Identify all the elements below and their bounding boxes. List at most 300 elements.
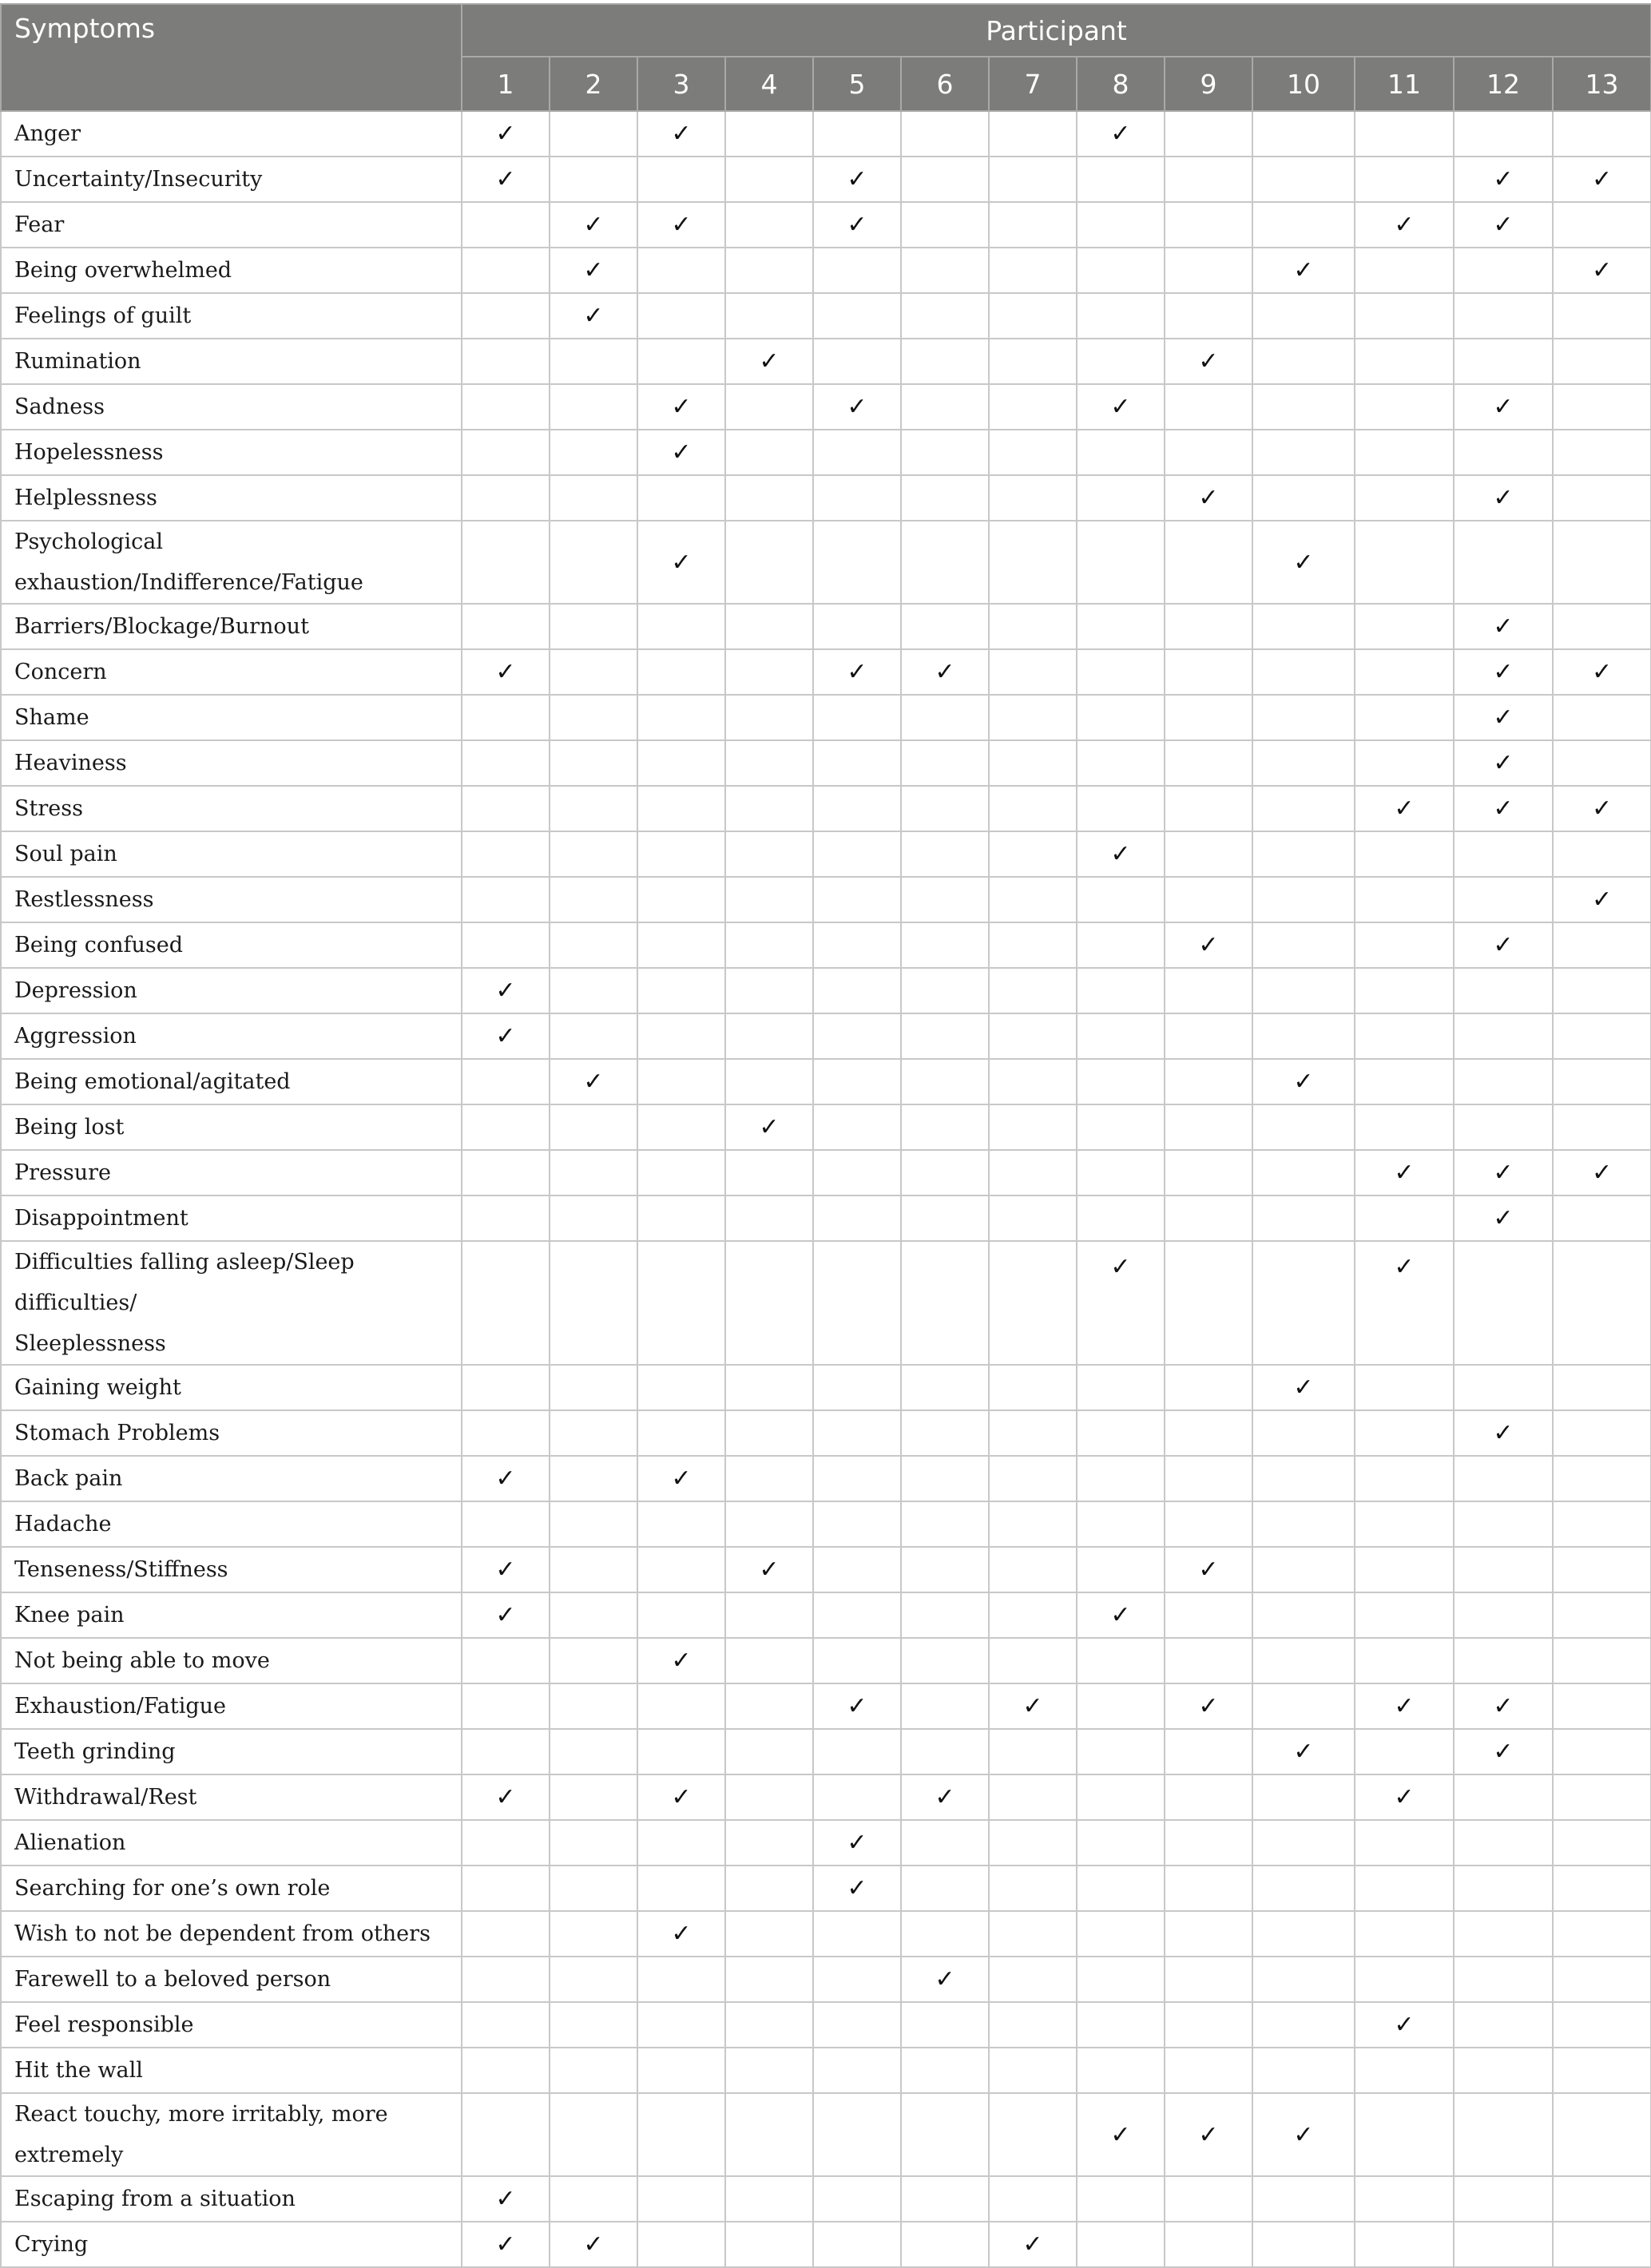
symptom-cell: [1, 521, 462, 604]
participant-cell: [1252, 1059, 1355, 1104]
participant-cell: [813, 1911, 901, 1957]
participant-cell: [462, 922, 550, 968]
participant-cell: [1165, 2002, 1252, 2048]
checkmark-icon: ✓: [1110, 1601, 1131, 1629]
participant-cell: [1355, 1410, 1454, 1456]
checkmark-icon: ✓: [1493, 704, 1514, 732]
table-row: [1, 1501, 1651, 1547]
participant-cell: [725, 1365, 813, 1410]
participant-cell: [1454, 1729, 1553, 1774]
participant-cell: [1454, 1059, 1553, 1104]
participant-cell: [901, 649, 989, 695]
participant-cell: [1454, 1957, 1553, 2002]
participant-cell: [1355, 1683, 1454, 1729]
checkmark-icon: ✓: [583, 256, 604, 284]
participant-cell: [637, 1241, 725, 1365]
participant-cell: [1355, 1104, 1454, 1150]
participant-cell: [1553, 1195, 1651, 1241]
participant-cell: [725, 1547, 813, 1592]
participant-cell: [1355, 521, 1454, 604]
participant-cell: [550, 1820, 637, 1866]
participant-cell: [1165, 1456, 1252, 1501]
checkmark-icon: ✓: [671, 438, 692, 466]
symptom-cell: [1, 1820, 462, 1866]
participant-cell: [637, 430, 725, 475]
checkmark-icon: ✓: [495, 2230, 516, 2258]
participant-cell: [725, 2093, 813, 2176]
participant-cell: [813, 1104, 901, 1150]
symptom-cell: [1, 831, 462, 877]
symptom-label: Pressure: [14, 1160, 112, 1185]
symptom-label: Difficulties falling asleep/Sleep difficulties/: [14, 1250, 355, 1315]
participant-cell: [989, 1911, 1077, 1957]
participant-cell: [813, 1059, 901, 1104]
participant-cell: [550, 695, 637, 740]
checkmark-icon: ✓: [495, 1556, 516, 1584]
participant-cell: [1165, 2048, 1252, 2093]
symptom-label: Being lost: [14, 1115, 125, 1140]
participant-cell: [1454, 786, 1553, 831]
participant-cell: [901, 740, 989, 786]
participant-cell: [1165, 2176, 1252, 2222]
checkmark-icon: ✓: [1493, 211, 1514, 239]
participant-cell: [901, 1957, 989, 2002]
participant-cell: [1077, 1241, 1165, 1365]
participant-cell: [1252, 1592, 1355, 1638]
participant-cell: [550, 202, 637, 248]
participant-group-header: Participant: [462, 4, 1651, 57]
participant-cell: [1077, 1638, 1165, 1683]
checkmark-icon: ✓: [1293, 2120, 1314, 2149]
participant-cell: [637, 2222, 725, 2267]
participant-cell: [1252, 786, 1355, 831]
participant-cell: [550, 2222, 637, 2267]
table-row: [1, 1410, 1651, 1456]
symptom-label: Soul pain: [14, 842, 117, 866]
participant-cell: [989, 1365, 1077, 1410]
participant-cell: [989, 1547, 1077, 1592]
checkmark-icon: ✓: [1394, 1783, 1415, 1811]
symptom-cell: [1, 1013, 462, 1059]
checkmark-icon: ✓: [1591, 165, 1613, 193]
table-row: [1, 1911, 1651, 1957]
participant-cell: [462, 293, 550, 339]
participant-cell: [901, 339, 989, 384]
symptom-label: Helplessness: [14, 486, 157, 510]
participant-cell: [813, 1638, 901, 1683]
participant-cell: [901, 248, 989, 293]
participant-cell: [1252, 248, 1355, 293]
participant-cell: [725, 1774, 813, 1820]
checkmark-icon: ✓: [759, 1113, 780, 1141]
table-row: [1, 831, 1651, 877]
symptom-cell: [1, 1241, 462, 1365]
participant-cell: [813, 786, 901, 831]
participant-cell: [1355, 1911, 1454, 1957]
participant-cell: [1553, 1013, 1651, 1059]
symptom-cell: [1, 922, 462, 968]
checkmark-icon: ✓: [1394, 1692, 1415, 1720]
participant-cell: [462, 1013, 550, 1059]
participant-cell: [1077, 1150, 1165, 1195]
participant-cell: [813, 740, 901, 786]
participant-cell: [550, 1547, 637, 1592]
participant-cell: [901, 111, 989, 157]
table-row: [1, 1729, 1651, 1774]
participant-cell: [1553, 248, 1651, 293]
checkmark-icon: ✓: [1493, 613, 1514, 640]
symptom-cell: [1, 1957, 462, 2002]
participant-cell: [1553, 2222, 1651, 2267]
participant-cell: [901, 2222, 989, 2267]
participant-cell: [901, 1820, 989, 1866]
participant-cell: [901, 1195, 989, 1241]
participant-cell: [813, 1195, 901, 1241]
participant-cell: [462, 384, 550, 430]
participant-cell: [989, 1195, 1077, 1241]
symptom-label: Fear: [14, 212, 65, 237]
participant-cell: [1454, 1365, 1553, 1410]
symptom-cell: [1, 202, 462, 248]
participant-cell: [637, 604, 725, 649]
participant-cell: [1077, 1820, 1165, 1866]
participant-cell: [462, 1820, 550, 1866]
participant-cell: [1077, 968, 1165, 1013]
participant-cell: [637, 1774, 725, 1820]
checkmark-icon: ✓: [847, 658, 867, 686]
participant-cell: [462, 1410, 550, 1456]
participant-cell: [1355, 1866, 1454, 1911]
participant-cell: [550, 1957, 637, 2002]
participant-cell: [725, 248, 813, 293]
checkmark-icon: ✓: [1394, 211, 1415, 239]
participant-cell: [725, 1683, 813, 1729]
participant-cell: [1252, 695, 1355, 740]
participant-cell: [1252, 2048, 1355, 2093]
symptom-label: Shame: [14, 705, 89, 730]
participant-cell: [637, 1410, 725, 1456]
participant-cell: [813, 475, 901, 521]
participant-cell: [1165, 1911, 1252, 1957]
checkmark-icon: ✓: [495, 1601, 516, 1629]
participant-cell: [550, 475, 637, 521]
symptom-cell: [1, 649, 462, 695]
participant-cell: [462, 2176, 550, 2222]
participant-cell: [1454, 1911, 1553, 1957]
participant-cell: [1454, 604, 1553, 649]
participant-cell: [550, 1683, 637, 1729]
participant-cell: [462, 202, 550, 248]
participant-cell: [813, 968, 901, 1013]
participant-cell: [1553, 339, 1651, 384]
participant-number-header: 2: [550, 57, 637, 111]
participant-cell: [1165, 922, 1252, 968]
symptom-label: Knee pain: [14, 1603, 125, 1628]
checkmark-icon: ✓: [1198, 931, 1219, 959]
symptom-cell: [1, 1195, 462, 1241]
checkmark-icon: ✓: [495, 658, 516, 686]
participant-cell: [1553, 475, 1651, 521]
participant-cell: [1165, 293, 1252, 339]
participant-cell: [1454, 1774, 1553, 1820]
participant-cell: [725, 2222, 813, 2267]
participant-cell: [1077, 1456, 1165, 1501]
checkmark-icon: ✓: [1591, 795, 1613, 823]
participant-cell: [813, 1957, 901, 2002]
checkmark-icon: ✓: [671, 548, 692, 577]
participant-cell: [1077, 1410, 1165, 1456]
participant-cell: [637, 202, 725, 248]
participant-cell: [550, 1501, 637, 1547]
participant-cell: [901, 1501, 989, 1547]
participant-cell: [813, 2176, 901, 2222]
participant-cell: [1165, 521, 1252, 604]
participant-cell: [901, 604, 989, 649]
participant-cell: [1553, 1774, 1651, 1820]
symptom-cell: [1, 2048, 462, 2093]
participant-cell: [462, 1683, 550, 1729]
participant-cell: [725, 2048, 813, 2093]
participant-cell: [1454, 248, 1553, 293]
participant-cell: [813, 2048, 901, 2093]
symptom-cell: [1, 384, 462, 430]
table-row: [1, 1150, 1651, 1195]
participant-cell: [1355, 740, 1454, 786]
participant-cell: [813, 695, 901, 740]
participant-cell: [637, 786, 725, 831]
participant-cell: [901, 786, 989, 831]
participant-cell: [901, 1547, 989, 1592]
participant-cell: [1355, 695, 1454, 740]
participant-cell: [1165, 1638, 1252, 1683]
participant-cell: [901, 877, 989, 922]
participant-cell: [989, 293, 1077, 339]
symptom-cell: [1, 2002, 462, 2048]
checkmark-icon: ✓: [1110, 393, 1131, 421]
symptom-cell: [1, 1150, 462, 1195]
table-row: [1, 2176, 1651, 2222]
participant-cell: [1077, 2176, 1165, 2222]
participant-cell: [1077, 339, 1165, 384]
participant-cell: [725, 1241, 813, 1365]
participant-cell: [725, 430, 813, 475]
participant-cell: [1454, 1547, 1553, 1592]
participant-cell: [1454, 1638, 1553, 1683]
participant-cell: [813, 248, 901, 293]
participant-cell: [1077, 2002, 1165, 2048]
participant-cell: [989, 649, 1077, 695]
participant-cell: [1454, 111, 1553, 157]
participant-cell: [1165, 1241, 1252, 1365]
checkmark-icon: ✓: [1022, 2230, 1043, 2258]
participant-cell: [1553, 968, 1651, 1013]
participant-cell: [1252, 521, 1355, 604]
table-row: [1, 740, 1651, 786]
participant-cell: [1077, 1013, 1165, 1059]
participant-cell: [637, 1592, 725, 1638]
table-row: [1, 293, 1651, 339]
participant-cell: [1252, 968, 1355, 1013]
symptom-cell: [1, 2222, 462, 2267]
participant-cell: [550, 877, 637, 922]
participant-cell: [1252, 1150, 1355, 1195]
symptom-cell: [1, 1683, 462, 1729]
participant-cell: [637, 695, 725, 740]
participant-cell: [1252, 1547, 1355, 1592]
participant-cell: [1454, 2222, 1553, 2267]
participant-cell: [1553, 1638, 1651, 1683]
participant-cell: [1165, 1013, 1252, 1059]
participant-number-header: 9: [1165, 57, 1252, 111]
participant-cell: [550, 2002, 637, 2048]
participant-cell: [1252, 1456, 1355, 1501]
participant-cell: [725, 202, 813, 248]
participant-cell: [1252, 1410, 1355, 1456]
participant-cell: [1553, 1683, 1651, 1729]
symptom-label: Concern: [14, 660, 107, 684]
participant-cell: [550, 831, 637, 877]
checkmark-icon: ✓: [1493, 658, 1514, 686]
participant-cell: [1077, 1104, 1165, 1150]
participant-cell: [901, 831, 989, 877]
participant-cell: [1454, 1501, 1553, 1547]
participant-cell: [989, 2048, 1077, 2093]
participant-cell: [637, 831, 725, 877]
participant-cell: [637, 248, 725, 293]
participant-cell: [1077, 111, 1165, 157]
participant-cell: [1355, 1501, 1454, 1547]
symptom-cell: [1, 430, 462, 475]
participant-cell: [725, 1501, 813, 1547]
participant-cell: [725, 1957, 813, 2002]
checkmark-icon: ✓: [1493, 393, 1514, 421]
symptom-cell: [1, 2176, 462, 2222]
participant-cell: [1165, 1104, 1252, 1150]
participant-cell: [637, 384, 725, 430]
participant-cell: [813, 831, 901, 877]
participant-cell: [901, 430, 989, 475]
checkmark-icon: ✓: [671, 1465, 692, 1493]
participant-cell: [1553, 649, 1651, 695]
participant-cell: [637, 2002, 725, 2048]
participant-cell: [901, 922, 989, 968]
checkmark-icon: ✓: [935, 658, 955, 686]
participant-number-header: 10: [1252, 57, 1355, 111]
participant-cell: [550, 740, 637, 786]
participant-cell: [901, 1456, 989, 1501]
participant-cell: [989, 1866, 1077, 1911]
participant-cell: [1252, 1241, 1355, 1365]
table-row: [1, 202, 1651, 248]
participant-cell: [550, 111, 637, 157]
participant-cell: [813, 2002, 901, 2048]
participant-cell: [1165, 1729, 1252, 1774]
participant-cell: [462, 1195, 550, 1241]
participant-cell: [1165, 740, 1252, 786]
participant-cell: [989, 1059, 1077, 1104]
table-row: [1, 1957, 1651, 2002]
participant-cell: [1165, 1195, 1252, 1241]
participant-cell: [1454, 293, 1553, 339]
checkmark-icon: ✓: [1394, 2011, 1415, 2039]
participant-cell: [550, 1365, 637, 1410]
participant-cell: [1165, 111, 1252, 157]
symptom-cell: [1, 1104, 462, 1150]
participant-cell: [1077, 1729, 1165, 1774]
participant-cell: [1165, 1150, 1252, 1195]
participant-cell: [1252, 2176, 1355, 2222]
participant-cell: [1454, 157, 1553, 202]
participant-cell: [550, 521, 637, 604]
participant-cell: [989, 1774, 1077, 1820]
participant-cell: [1553, 1241, 1651, 1365]
participant-cell: [813, 1150, 901, 1195]
participant-cell: [637, 922, 725, 968]
participant-cell: [1454, 202, 1553, 248]
symptom-label: Searching for one’s own role: [14, 1876, 331, 1901]
participant-cell: [725, 384, 813, 430]
participant-cell: [813, 384, 901, 430]
participant-cell: [901, 1638, 989, 1683]
participant-cell: [1454, 339, 1553, 384]
participant-cell: [1165, 968, 1252, 1013]
symptom-cell: [1, 1059, 462, 1104]
checkmark-icon: ✓: [1293, 548, 1314, 577]
participant-cell: [1355, 111, 1454, 157]
participant-cell: [989, 1638, 1077, 1683]
participant-cell: [1355, 649, 1454, 695]
table-row: [1, 1241, 1651, 1365]
checkmark-icon: ✓: [1198, 1692, 1219, 1720]
participant-cell: [637, 339, 725, 384]
symptom-label: Feelings of guilt: [14, 303, 192, 328]
participant-cell: [725, 604, 813, 649]
participant-cell: [1165, 157, 1252, 202]
participant-cell: [813, 1592, 901, 1638]
symptom-label: Back pain: [14, 1466, 123, 1491]
participant-cell: [1077, 384, 1165, 430]
checkmark-icon: ✓: [671, 1920, 692, 1948]
participant-cell: [1165, 339, 1252, 384]
participant-cell: [1553, 786, 1651, 831]
table-row: [1, 339, 1651, 384]
checkmark-icon: ✓: [1493, 931, 1514, 959]
checkmark-icon: ✓: [1293, 256, 1314, 284]
participant-cell: [637, 1866, 725, 1911]
participant-cell: [550, 430, 637, 475]
participant-cell: [637, 521, 725, 604]
participant-cell: [725, 1729, 813, 1774]
checkmark-icon: ✓: [847, 211, 867, 239]
participant-cell: [1165, 1501, 1252, 1547]
participant-cell: [901, 1911, 989, 1957]
checkmark-icon: ✓: [495, 1022, 516, 1050]
participant-cell: [1165, 1820, 1252, 1866]
participant-cell: [1165, 202, 1252, 248]
participant-cell: [901, 968, 989, 1013]
participant-cell: [1077, 695, 1165, 740]
participant-cell: [725, 831, 813, 877]
participant-cell: [1355, 1957, 1454, 2002]
participant-cell: [1077, 649, 1165, 695]
participant-cell: [1553, 2093, 1651, 2176]
symptom-label: Uncertainty/Insecurity: [14, 167, 263, 192]
participant-cell: [989, 604, 1077, 649]
participant-cell: [1252, 1638, 1355, 1683]
symptom-label: Stomach Problems: [14, 1421, 220, 1445]
participant-cell: [989, 1592, 1077, 1638]
participant-cell: [1454, 1150, 1553, 1195]
